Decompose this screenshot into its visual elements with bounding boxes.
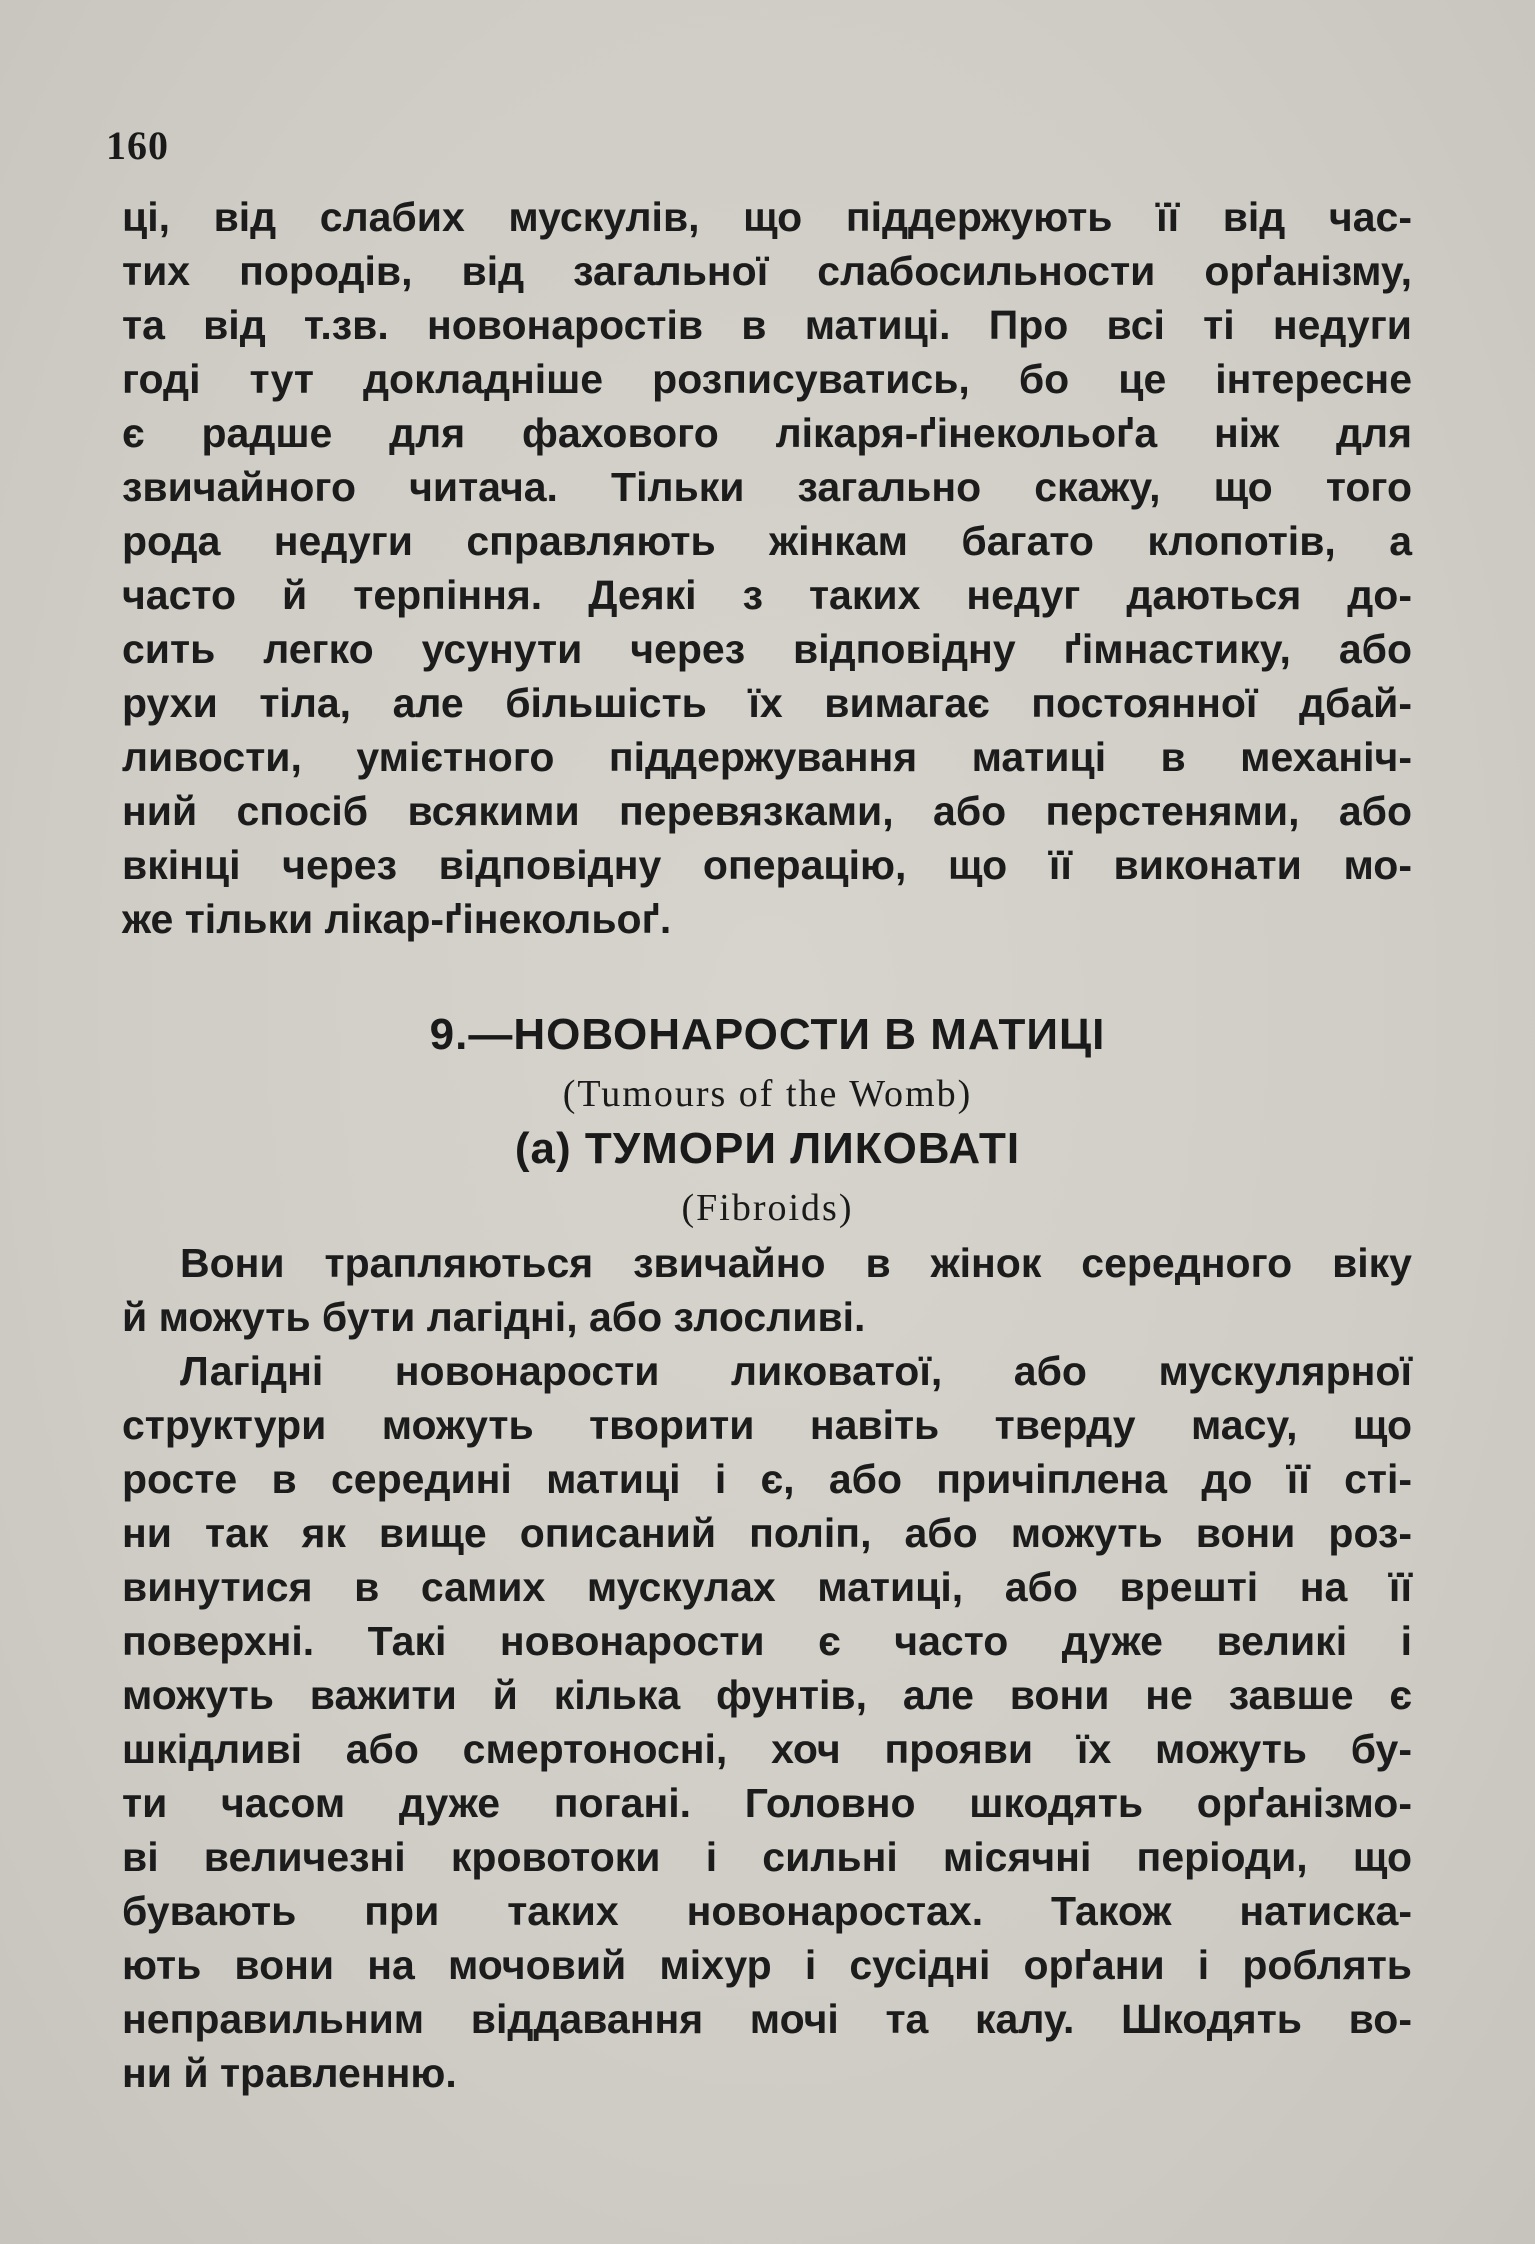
- text-line: шкідливі або смертоносні, хоч прояви їх можуть бу-: [122, 1726, 1412, 1772]
- text-line: росте в середині матиці і є, або причіплена до її сті-: [122, 1456, 1412, 1502]
- text-line: же тільки лікар-ґінекольоґ.: [122, 896, 672, 942]
- section-title: 9.—НОВОНАРОСТИ В МАТИЦІ: [429, 1010, 1106, 1059]
- text-line: ві величезні кровотоки і сильні місячні періоди, що: [122, 1834, 1412, 1880]
- text-line: вкінці через відповідну операцію, що її виконати мо-: [122, 842, 1412, 888]
- text-line: сить легко усунути через відповідну ґімнастику, або: [122, 626, 1412, 672]
- section-title-english: (Tumours of the Womb): [562, 1073, 973, 1115]
- paragraph-fibroids-detail: [122, 1344, 1412, 2100]
- text-line: звичайного читача. Тільки загально скажу, що того: [122, 464, 1412, 510]
- text-line: ний спосіб всякими перевязками, або перстенями, або: [122, 788, 1412, 834]
- text-line: структури можуть творити навіть тверду масу, що: [122, 1402, 1412, 1448]
- text-line: поверхні. Такі новонарости є часто дуже великі і: [122, 1618, 1412, 1664]
- text-line: неправильним віддавання мочі та калу. Шкодять во-: [122, 1996, 1412, 2042]
- text-line: рухи тіла, але більшість їх вимагає постоянної дбай-: [122, 680, 1412, 726]
- text-line: й можуть бути лагідні, або злосливі.: [122, 1294, 866, 1340]
- text-line: та від т.зв. новонаростів в матиці. Про всі ті недуги: [122, 302, 1412, 348]
- paragraph-top: [122, 190, 1412, 946]
- text-line: ці, від слабих мускулів, що піддержують її від час-: [122, 194, 1412, 240]
- text-line: винутися в самих мускулах матиці, або врешті на її: [122, 1564, 1412, 1610]
- text-line: ють вони на мочовий міхур і сусідні орґани і роблять: [122, 1942, 1412, 1988]
- text-line: Лагідні новонарости ликоватої, або мускулярної: [180, 1348, 1412, 1394]
- text-line: ливости, умієтного піддержування матиці в механіч-: [122, 734, 1412, 780]
- text-line: є радше для фахового лікаря-ґінекольоґа ніж для: [122, 410, 1412, 456]
- subsection-title: (a) ТУМОРИ ЛИКОВАТІ: [514, 1124, 1021, 1173]
- page-number: 160: [106, 123, 169, 168]
- text-line: бувають при таких новонаростах. Також натиска-: [122, 1888, 1412, 1934]
- text-line: ни так як вище описаний поліп, або можуть вони роз-: [122, 1510, 1412, 1556]
- text-line: можуть важити й кілька фунтів, але вони не завше є: [122, 1672, 1412, 1718]
- text-line: тих породів, від загальної слабосильности орґанізму,: [122, 248, 1412, 294]
- text-line: ти часом дуже погані. Головно шкодять орґанізмо-: [122, 1780, 1412, 1826]
- text-line: часто й терпіння. Деякі з таких недуг даються до-: [122, 572, 1412, 618]
- paragraph-fibroids-intro: [122, 1236, 1412, 1344]
- text-line: ни й травленню.: [122, 2050, 457, 2096]
- text-line: годі тут докладніше розписуватись, бо це інтересне: [122, 356, 1412, 402]
- text-line: рода недуги справляють жінкам багато клопотів, а: [122, 518, 1412, 564]
- text-line: Вони трапляються звичайно в жінок середного віку: [180, 1240, 1412, 1286]
- subsection-title-english: (Fibroids): [681, 1187, 854, 1229]
